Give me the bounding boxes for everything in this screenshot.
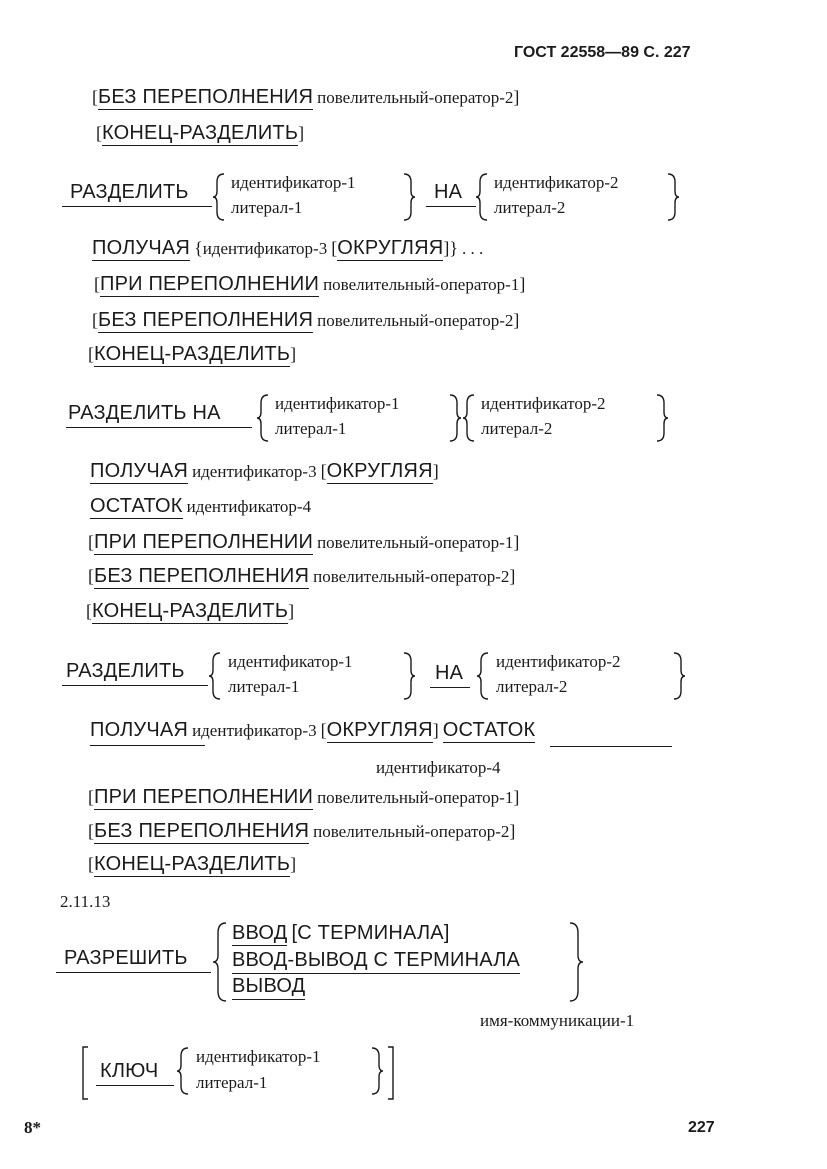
option-vvod: ВВОД [С ТЕРМИНАЛА] — [232, 922, 450, 944]
right-bracket — [386, 1045, 396, 1101]
keyword-poluchaya: ПОЛУЧАЯ — [92, 237, 191, 259]
clause-bez-perepolneniya: [БЕЗ ПЕРЕПОЛНЕНИЯ повелительный-оператор-2] — [88, 565, 516, 587]
right-brace — [666, 172, 680, 222]
clause-ostatok — [90, 495, 311, 518]
text-id4: идентификатор-4 — [376, 758, 501, 777]
keyword-ostatok: ОСТАТОК — [90, 495, 183, 517]
left-brace — [208, 651, 222, 701]
keyword-razreshit: РАЗРЕШИТЬ — [64, 947, 188, 969]
keyword-ostatok: ОСТАТОК — [442, 719, 536, 741]
keyword-pri-perepolnenii: ПРИ ПЕРЕПОЛНЕНИИ — [100, 273, 320, 295]
keyword-underline — [96, 1085, 174, 1086]
text-op2: повелительный-оператор-2 — [317, 311, 514, 330]
right-brace — [370, 1046, 384, 1096]
right-brace — [402, 651, 416, 701]
clause-pri-perepolnenii: [ПРИ ПЕРЕПОЛНЕНИИ повелительный-оператор-1] — [88, 786, 520, 808]
text-lit1: литерал-1 — [231, 198, 303, 217]
keyword-underline — [66, 427, 252, 428]
left-brace — [176, 1046, 190, 1096]
keyword-poluchaya: ПОЛУЧАЯ — [90, 460, 189, 482]
clause-poluchaya: ПОЛУЧАЯ идентификатор-3 [ОКРУГЛЯЯ] — [90, 460, 439, 482]
keyword-razdelit-na: РАЗДЕЛИТЬ НА — [68, 402, 221, 424]
keyword-okruglyaya: ОКРУГЛЯЯ — [337, 237, 444, 259]
left-brace — [212, 172, 226, 222]
keyword-vvod: ВВОД — [232, 922, 288, 944]
keyword-vyvod: ВЫВОД — [232, 975, 305, 1000]
text-lit2: литерал-2 — [494, 198, 566, 217]
left-brace — [212, 921, 228, 1003]
text-op1: повелительный-оператор-1 — [317, 788, 514, 807]
keyword-s-terminala: С ТЕРМИНАЛА — [297, 922, 444, 944]
section-number: 2.11.13 — [60, 892, 111, 911]
keyword-na: НА — [434, 181, 463, 203]
keyword-pri-perepolnenii: ПРИ ПЕРЕПОЛНЕНИИ — [94, 786, 314, 808]
clause-bez-perepolneniya: [БЕЗ ПЕРЕПОЛНЕНИЯ повелительный-оператор-2] — [88, 820, 516, 842]
keyword-konec-razdelit: КОНЕЦ-РАЗДЕЛИТЬ — [94, 343, 291, 365]
right-brace — [672, 651, 686, 701]
right-brace — [448, 393, 462, 443]
keyword-bez-perepolneniya: БЕЗ ПЕРЕПОЛНЕНИЯ — [94, 565, 310, 587]
left-brace — [256, 393, 270, 443]
keyword-razdelit: РАЗДЕЛИТЬ — [66, 660, 185, 682]
text-id1: идентификатор-1 — [275, 394, 400, 413]
clause-poluchaya: ПОЛУЧАЯ {идентификатор-3 [ОКРУГЛЯЯ]} . . . — [92, 237, 484, 259]
keyword-underline — [90, 745, 205, 746]
text-id3: идентификатор-3 — [202, 239, 328, 258]
text-id2: идентификатор-2 — [496, 652, 621, 671]
text-op2: повелительный-оператор-2 — [313, 822, 510, 841]
text-comm-name: имя-коммуникации-1 — [480, 1011, 635, 1030]
keyword-underline — [56, 972, 211, 973]
text-ellipsis: . . . — [462, 239, 484, 258]
text-op2: повелительный-оператор-2 — [317, 88, 514, 107]
clause-poluchaya-ostatok: ПОЛУЧАЯ идентификатор-3 [ОКРУГЛЯЯ] ОСТАТОК — [90, 719, 536, 741]
clause-konec-razdelit: [КОНЕЦ-РАЗДЕЛИТЬ] — [96, 122, 305, 144]
left-brace — [476, 651, 490, 701]
text-id1: идентификатор-1 — [228, 652, 353, 671]
clause-pri-perepolnenii: [ПРИ ПЕРЕПОЛНЕНИИ повелительный-оператор-1] — [94, 273, 526, 295]
keyword-okruglyaya: ОКРУГЛЯЯ — [326, 719, 433, 741]
keyword-underline — [62, 206, 212, 207]
text-lit1: литерал-1 — [275, 419, 347, 438]
clause-konec-razdelit: [КОНЕЦ-РАЗДЕЛИТЬ] — [88, 343, 297, 365]
text-id2: идентификатор-2 — [494, 173, 619, 192]
keyword-underline — [62, 685, 208, 686]
text-op2: повелительный-оператор-2 — [313, 567, 510, 586]
keyword-vvod-vyvod: ВВОД-ВЫВОД С ТЕРМИНАЛА — [232, 949, 520, 974]
text-op1: повелительный-оператор-1 — [317, 533, 514, 552]
text-op1: повелительный-оператор-1 — [323, 275, 520, 294]
keyword-konec-razdelit: КОНЕЦ-РАЗДЕЛИТЬ — [102, 122, 299, 144]
clause-konec-razdelit: [КОНЕЦ-РАЗДЕЛИТЬ] — [86, 600, 295, 622]
text-lit1: литерал-1 — [228, 677, 300, 696]
page-header: ГОСТ 22558—89 С. 227 — [514, 44, 691, 61]
text-id2: идентификатор-2 — [481, 394, 606, 413]
page-number: 227 — [688, 1119, 715, 1136]
text-lit1: литерал-1 — [196, 1073, 268, 1092]
keyword-underline — [550, 746, 672, 747]
text-id1: идентификатор-1 — [196, 1047, 321, 1066]
left-brace — [475, 172, 489, 222]
keyword-razdelit: РАЗДЕЛИТЬ — [70, 181, 189, 203]
keyword-bez-perepolneniya: БЕЗ ПЕРЕПОЛНЕНИЯ — [94, 820, 310, 842]
keyword-poluchaya: ПОЛУЧАЯ — [90, 719, 189, 741]
text-id3: идентификатор-3 — [192, 721, 317, 740]
keyword-okruglyaya: ОКРУГЛЯЯ — [326, 460, 433, 482]
keyword-konec-razdelit: КОНЕЦ-РАЗДЕЛИТЬ — [92, 600, 289, 622]
left-brace — [462, 393, 476, 443]
clause-bez-perepolneniya: [БЕЗ ПЕРЕПОЛНЕНИЯ повелительный-оператор-2] — [92, 309, 520, 331]
clause-bez-perepolneniya: [БЕЗ ПЕРЕПОЛНЕНИЯ повелительный-оператор-2] — [92, 86, 520, 108]
keyword-bez-perepolneniya: БЕЗ ПЕРЕПОЛНЕНИЯ — [98, 86, 314, 108]
keyword-bez-perepolneniya: БЕЗ ПЕРЕПОЛНЕНИЯ — [98, 309, 314, 331]
keyword-pri-perepolnenii: ПРИ ПЕРЕПОЛНЕНИИ — [94, 531, 314, 553]
text-id1: идентификатор-1 — [231, 173, 356, 192]
footer-signature: 8* — [24, 1118, 41, 1137]
keyword-konec-razdelit: КОНЕЦ-РАЗДЕЛИТЬ — [94, 853, 291, 875]
keyword-klyuch: КЛЮЧ — [100, 1060, 159, 1082]
text-id4: идентификатор-4 — [186, 497, 312, 516]
text-lit2: литерал-2 — [496, 677, 568, 696]
right-brace — [568, 921, 584, 1003]
keyword-underline — [430, 687, 470, 688]
keyword-na: НА — [435, 662, 464, 684]
left-bracket — [80, 1045, 90, 1101]
text-id3: идентификатор-3 — [192, 462, 317, 481]
text-lit2: литерал-2 — [481, 419, 553, 438]
right-brace — [655, 393, 669, 443]
keyword-underline — [426, 206, 476, 207]
clause-pri-perepolnenii: [ПРИ ПЕРЕПОЛНЕНИИ повелительный-оператор-1] — [88, 531, 520, 553]
right-brace — [402, 172, 416, 222]
clause-konec-razdelit: [КОНЕЦ-РАЗДЕЛИТЬ] — [88, 853, 297, 875]
